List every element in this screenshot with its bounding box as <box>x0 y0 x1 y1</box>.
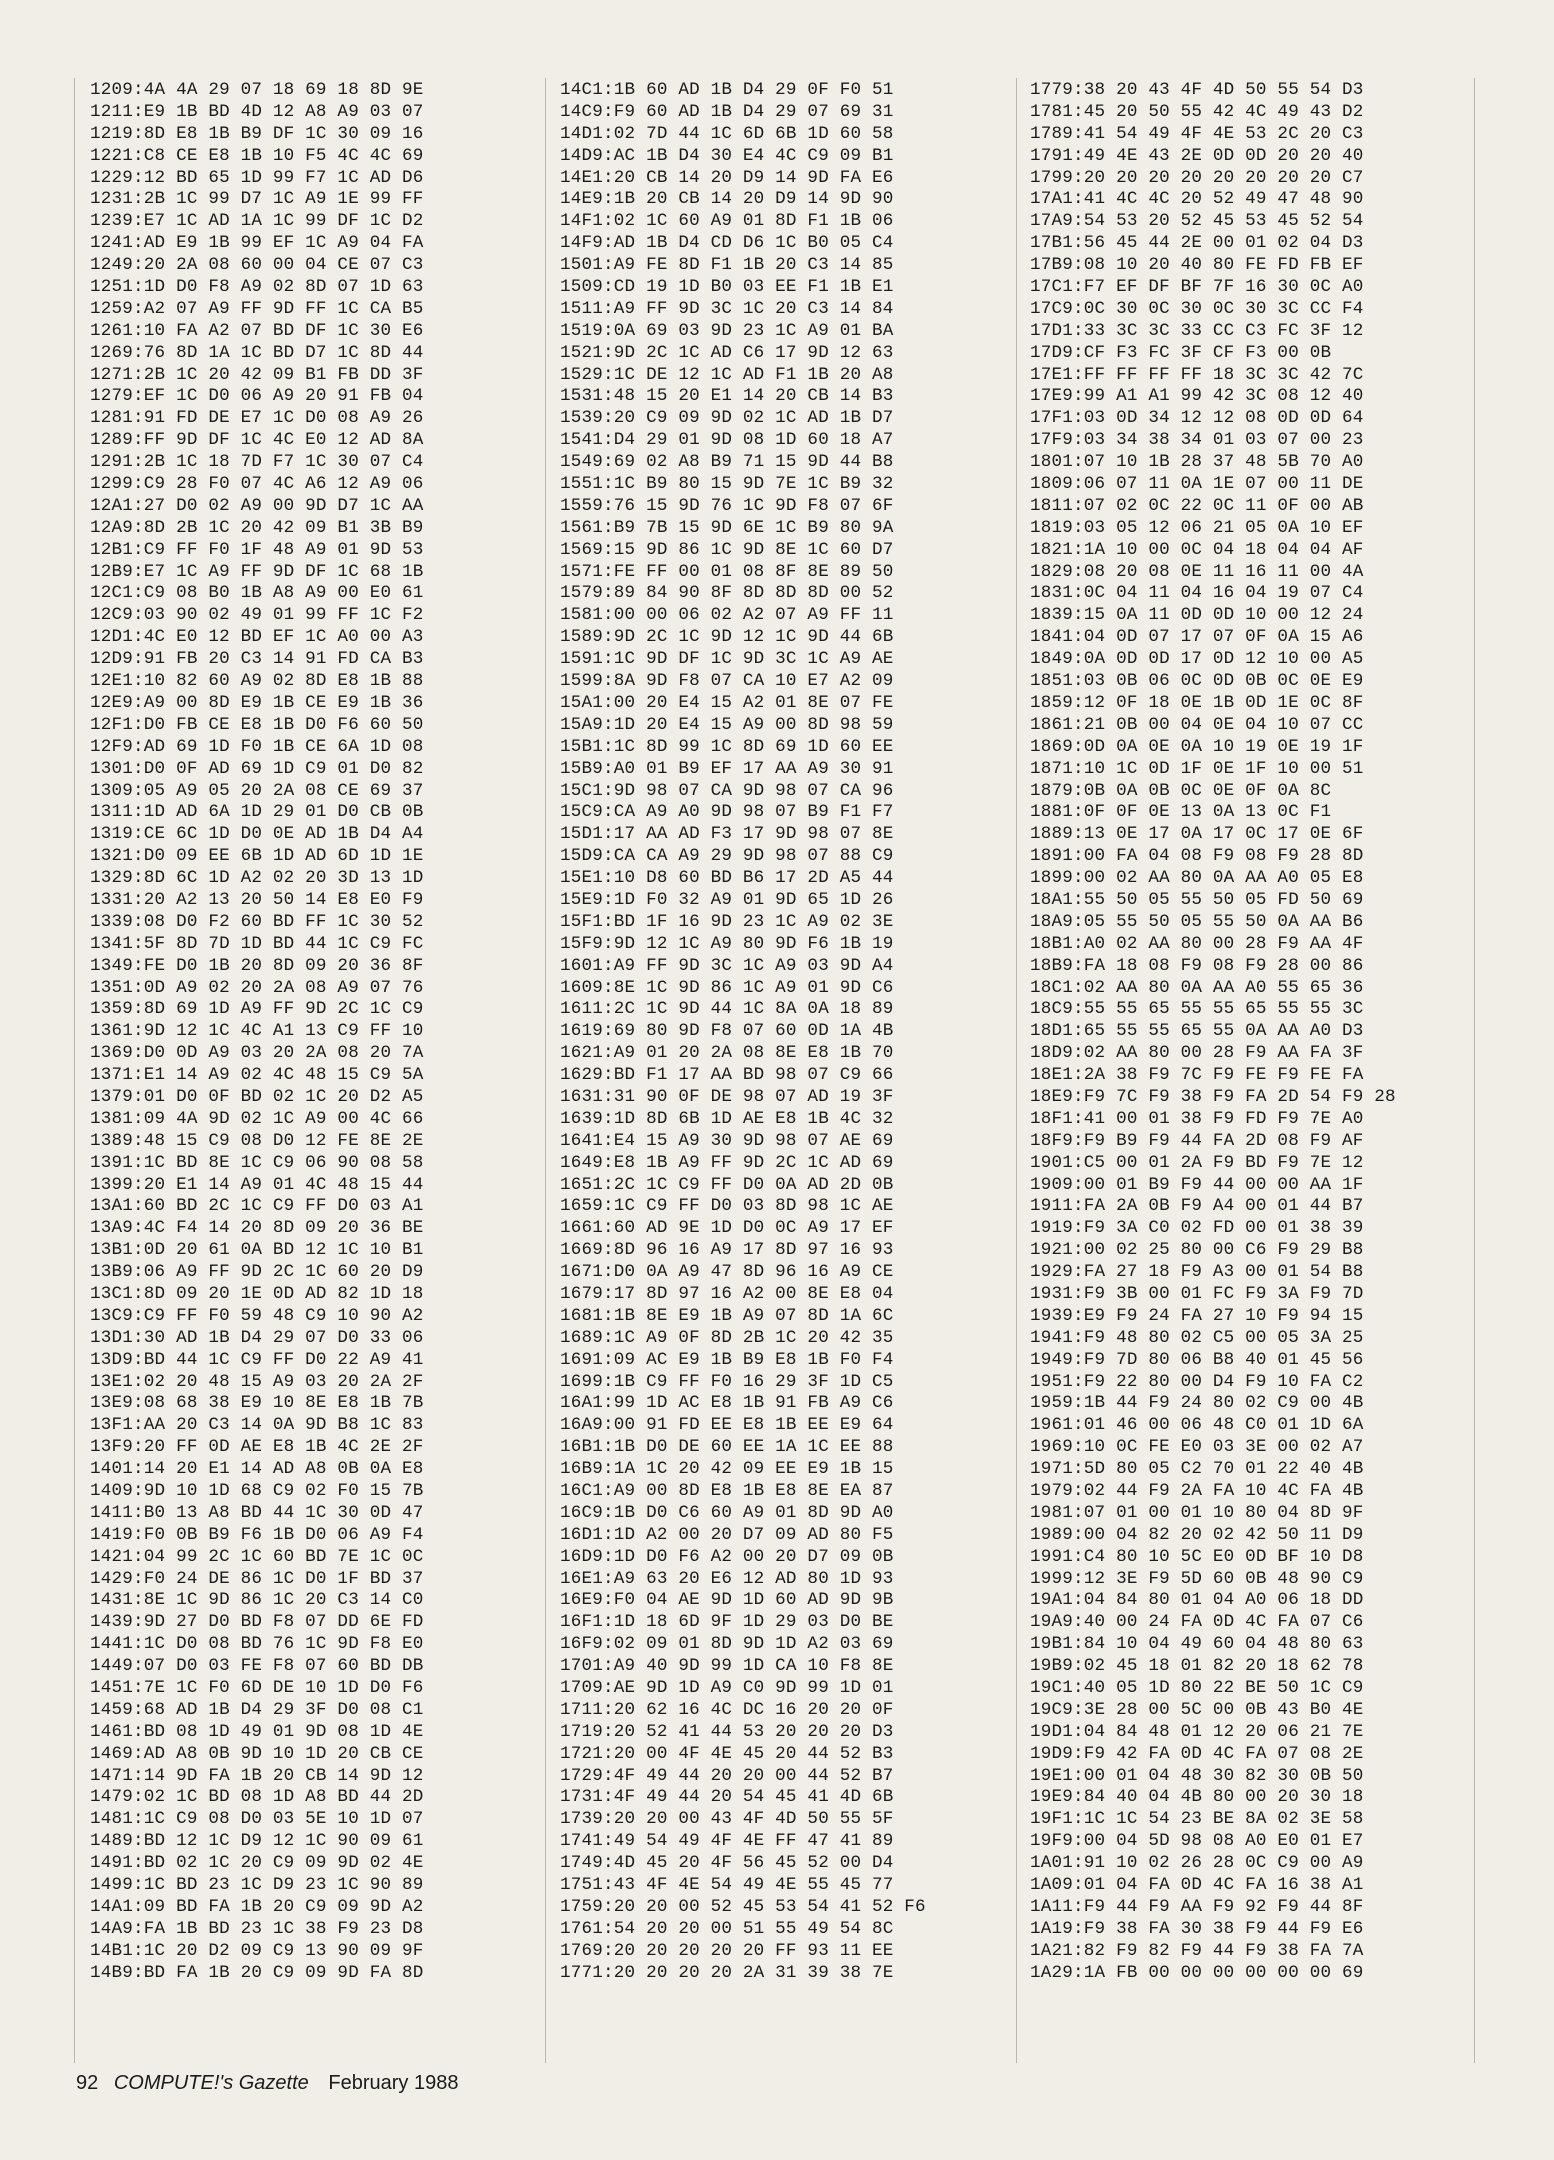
listing-line: 1551:1C B9 80 15 9D 7E 1C B9 32 <box>560 474 894 495</box>
listing-line: 1279:EF 1C D0 06 A9 20 91 FB 04 <box>90 386 424 407</box>
listing-line: 1621:A9 01 20 2A 08 8E E8 1B 70 <box>560 1043 894 1064</box>
listing-line: 17C1:F7 EF DF BF 7F 16 30 0C A0 <box>1030 277 1364 298</box>
listing-line: 1921:00 02 25 80 00 C6 F9 29 B8 <box>1030 1240 1364 1261</box>
listing-line: 1721:20 00 4F 4E 45 20 44 52 B3 <box>560 1743 894 1764</box>
listing-line: 1701:A9 40 9D 99 1D CA 10 F8 8E <box>560 1656 894 1677</box>
magazine-title: COMPUTE!'s Gazette <box>113 2072 309 2094</box>
listing-line: 1221:C8 CE E8 1B 10 F5 4C 4C 69 <box>90 145 424 166</box>
listing-line: 1981:07 01 00 01 10 80 04 8D 9F <box>1030 1502 1364 1523</box>
listing-line: 1999:12 3E F9 5D 60 0B 48 90 C9 <box>1030 1568 1364 1589</box>
listing-line: 16A1:99 1D AC E8 1B 91 FB A9 C6 <box>560 1393 894 1414</box>
listing-line: 1301:D0 0F AD 69 1D C9 01 D0 82 <box>90 758 424 779</box>
listing-line: 12C1:C9 08 B0 1B A8 A9 00 E0 61 <box>90 583 424 604</box>
listing-line: 1561:B9 7B 15 9D 6E 1C B9 80 9A <box>560 517 894 538</box>
listing-line: 1689:1C A9 0F 8D 2B 1C 20 42 35 <box>560 1327 894 1348</box>
listing-line: 1431:8E 1C 9D 86 1C 20 C3 14 C0 <box>90 1590 424 1611</box>
listing-line: 1441:1C D0 08 BD 76 1C 9D F8 E0 <box>90 1634 424 1655</box>
listing-line: 15D1:17 AA AD F3 17 9D 98 07 8E <box>560 824 894 845</box>
listing-line: 1629:BD F1 17 AA BD 98 07 C9 66 <box>560 1065 894 1086</box>
listing-line: 13D1:30 AD 1B D4 29 07 D0 33 06 <box>90 1327 424 1348</box>
listing-line: 13C1:8D 09 20 1E 0D AD 82 1D 18 <box>90 1283 424 1304</box>
listing-line: 1411:B0 13 A8 BD 44 1C 30 0D 47 <box>90 1502 424 1523</box>
listing-line: 17A9:54 53 20 52 45 53 45 52 54 <box>1030 211 1364 232</box>
listing-line: 16F1:1D 18 6D 9F 1D 29 03 D0 BE <box>560 1612 894 1633</box>
listing-line: 1321:D0 09 EE 6B 1D AD 6D 1D 1E <box>90 846 424 867</box>
listing-line: 1251:1D D0 F8 A9 02 8D 07 1D 63 <box>90 277 424 298</box>
listing-line: 14B9:BD FA 1B 20 C9 09 9D FA 8D <box>90 1962 424 1983</box>
listing-line: 16D9:1D D0 F6 A2 00 20 D7 09 0B <box>560 1546 894 1567</box>
listing-line: 18D9:02 AA 80 00 28 F9 AA FA 3F <box>1030 1043 1364 1064</box>
listing-line: 18B1:A0 02 AA 80 00 28 F9 AA 4F <box>1030 933 1364 954</box>
listing-line: 17E1:FF FF FF FF 18 3C 3C 42 7C <box>1030 364 1364 385</box>
listing-line: 1751:43 4F 4E 54 49 4E 55 45 77 <box>560 1875 894 1896</box>
listing-line: 15B9:A0 01 B9 EF 17 AA A9 30 91 <box>560 758 894 779</box>
listing-line: 1A09:01 04 FA 0D 4C FA 16 38 A1 <box>1030 1875 1364 1896</box>
listing-line: 13F9:20 FF 0D AE E8 1B 4C 2E 2F <box>90 1437 424 1458</box>
listing-line: 1371:E1 14 A9 02 4C 48 15 C9 5A <box>90 1065 424 1086</box>
listing-line: 17D1:33 3C 3C 33 CC C3 FC 3F 12 <box>1030 320 1364 341</box>
listing-line: 1359:8D 69 1D A9 FF 9D 2C 1C C9 <box>90 999 424 1020</box>
listing-line: 15C1:9D 98 07 CA 9D 98 07 CA 96 <box>560 780 894 801</box>
listing-line: 1879:0B 0A 0B 0C 0E 0F 0A 8C <box>1030 780 1332 801</box>
listing-line: 14A1:09 BD FA 1B 20 C9 09 9D A2 <box>90 1896 424 1917</box>
listing-line: 15A9:1D 20 E4 15 A9 00 8D 98 59 <box>560 714 894 735</box>
listing-line: 1211:E9 1B BD 4D 12 A8 A9 03 07 <box>90 101 424 122</box>
listing-line: 1841:04 0D 07 17 07 0F 0A 15 A6 <box>1030 627 1364 648</box>
listing-line: 13F1:AA 20 C3 14 0A 9D B8 1C 83 <box>90 1415 424 1436</box>
listing-line: 1289:FF 9D DF 1C 4C E0 12 AD 8A <box>90 430 424 451</box>
listing-line: 1681:1B 8E E9 1B A9 07 8D 1A 6C <box>560 1305 894 1326</box>
listing-line: 1429:F0 24 DE 86 1C D0 1F BD 37 <box>90 1568 424 1589</box>
listing-line: 1A19:F9 38 FA 30 38 F9 44 F9 E6 <box>1030 1918 1364 1939</box>
listing-line: 17B9:08 10 20 40 80 FE FD FB EF <box>1030 255 1364 276</box>
listing-line: 1A29:1A FB 00 00 00 00 00 00 69 <box>1030 1962 1364 1983</box>
listing-line: 1961:01 46 00 06 48 C0 01 1D 6A <box>1030 1415 1364 1436</box>
listing-column-3 <box>1030 80 1500 1984</box>
listing-line: 13D9:BD 44 1C C9 FF D0 22 A9 41 <box>90 1349 424 1370</box>
listing-line: 16E9:F0 04 AE 9D 1D 60 AD 9D 9B <box>560 1590 894 1611</box>
listing-line: 1869:0D 0A 0E 0A 10 19 0E 19 1F <box>1030 736 1364 757</box>
listing-line: 1989:00 04 82 20 02 42 50 11 D9 <box>1030 1524 1364 1545</box>
listing-line: 1219:8D E8 1B B9 DF 1C 30 09 16 <box>90 123 424 144</box>
listing-line: 15C9:CA A9 A0 9D 98 07 B9 F1 F7 <box>560 802 894 823</box>
listing-line: 18C1:02 AA 80 0A AA A0 55 65 36 <box>1030 977 1364 998</box>
listing-line: 1619:69 80 9D F8 07 60 0D 1A 4B <box>560 1021 894 1042</box>
listing-line: 14F1:02 1C 60 A9 01 8D F1 1B 06 <box>560 211 894 232</box>
listing-line: 1739:20 20 00 43 4F 4D 50 55 5F <box>560 1809 894 1830</box>
listing-line: 13B1:0D 20 61 0A BD 12 1C 10 B1 <box>90 1240 424 1261</box>
listing-line: 1819:03 05 12 06 21 05 0A 10 EF <box>1030 517 1364 538</box>
listing-line: 1759:20 20 00 52 45 53 54 41 52 F6 <box>560 1896 926 1917</box>
listing-line: 1799:20 20 20 20 20 20 20 20 C7 <box>1030 167 1364 188</box>
listing-line: 1889:13 0E 17 0A 17 0C 17 0E 6F <box>1030 824 1364 845</box>
listing-line: 1501:A9 FE 8D F1 1B 20 C3 14 85 <box>560 255 894 276</box>
listing-line: 1539:20 C9 09 9D 02 1C AD 1B D7 <box>560 408 894 429</box>
listing-line: 1671:D0 0A A9 47 8D 96 16 A9 CE <box>560 1262 894 1283</box>
listing-line: 17F9:03 34 38 34 01 03 07 00 23 <box>1030 430 1364 451</box>
listing-line: 1349:FE D0 1B 20 8D 09 20 36 8F <box>90 955 424 976</box>
listing-line: 19D1:04 84 48 01 12 20 06 21 7E <box>1030 1721 1364 1742</box>
listing-line: 1971:5D 80 05 C2 70 01 22 40 4B <box>1030 1459 1364 1480</box>
listing-line: 1849:0A 0D 0D 17 0D 12 10 00 A5 <box>1030 649 1364 670</box>
listing-line: 1421:04 99 2C 1C 60 BD 7E 1C 0C <box>90 1546 424 1567</box>
listing-line: 19D9:F9 42 FA 0D 4C FA 07 08 2E <box>1030 1743 1364 1764</box>
listing-line: 1491:BD 02 1C 20 C9 09 9D 02 4E <box>90 1853 424 1874</box>
listing-line: 1311:1D AD 6A 1D 29 01 D0 CB 0B <box>90 802 424 823</box>
listing-line: 1A21:82 F9 82 F9 44 F9 38 FA 7A <box>1030 1940 1364 1961</box>
listing-line: 1259:A2 07 A9 FF 9D FF 1C CA B5 <box>90 298 424 319</box>
listing-line: 1729:4F 49 44 20 20 00 44 52 B7 <box>560 1765 894 1786</box>
listing-line: 1291:2B 1C 18 7D F7 1C 30 07 C4 <box>90 452 424 473</box>
listing-column-1 <box>90 80 560 1984</box>
listing-line: 1911:FA 2A 0B F9 A4 00 01 44 B7 <box>1030 1196 1364 1217</box>
listing-line: 1379:01 D0 0F BD 02 1C 20 D2 A5 <box>90 1086 424 1107</box>
listing-column-2 <box>560 80 1030 1984</box>
listing-line: 12A9:8D 2B 1C 20 42 09 B1 3B B9 <box>90 517 424 538</box>
listing-line: 1319:CE 6C 1D D0 0E AD 1B D4 A4 <box>90 824 424 845</box>
listing-line: 17E9:99 A1 A1 99 42 3C 08 12 40 <box>1030 386 1364 407</box>
listing-line: 1439:9D 27 D0 BD F8 07 DD 6E FD <box>90 1612 424 1633</box>
listing-line: 1239:E7 1C AD 1A 1C 99 DF 1C D2 <box>90 211 424 232</box>
listing-line: 1631:31 90 0F DE 98 07 AD 19 3F <box>560 1086 894 1107</box>
listing-line: 1589:9D 2C 1C 9D 12 1C 9D 44 6B <box>560 627 894 648</box>
listing-line: 1771:20 20 20 20 2A 31 39 38 7E <box>560 1962 894 1983</box>
listing-line: 1691:09 AC E9 1B B9 E8 1B F0 F4 <box>560 1349 894 1370</box>
listing-line: 1719:20 52 41 44 53 20 20 20 D3 <box>560 1721 894 1742</box>
listing-line: 1609:8E 1C 9D 86 1C A9 01 9D C6 <box>560 977 894 998</box>
listing-line: 1409:9D 10 1D 68 C9 02 F0 15 7B <box>90 1481 424 1501</box>
listing-line: 15F1:BD 1F 16 9D 23 1C A9 02 3E <box>560 911 894 932</box>
listing-line: 1389:48 15 C9 08 D0 12 FE 8E 2E <box>90 1130 424 1151</box>
listing-line: 1871:10 1C 0D 1F 0E 1F 10 00 51 <box>1030 758 1364 779</box>
listing-line: 1399:20 E1 14 A9 01 4C 48 15 44 <box>90 1174 424 1195</box>
listing-line: 12B1:C9 FF F0 1F 48 A9 01 9D 53 <box>90 539 424 560</box>
listing-line: 13A9:4C F4 14 20 8D 09 20 36 BE <box>90 1218 424 1239</box>
listing-line: 18E1:2A 38 F9 7C F9 FE F9 FE FA <box>1030 1065 1364 1086</box>
listing-line: 1731:4F 49 44 20 54 45 41 4D 6B <box>560 1787 894 1808</box>
listing-line: 1899:00 02 AA 80 0A AA A0 05 E8 <box>1030 868 1364 889</box>
listing-line: 18F1:41 00 01 38 F9 FD F9 7E A0 <box>1030 1108 1364 1129</box>
listing-line: 19A1:04 84 80 01 04 A0 06 18 DD <box>1030 1590 1364 1611</box>
listing-line: 14F9:AD 1B D4 CD D6 1C B0 05 C4 <box>560 233 894 254</box>
listing-line: 18A9:05 55 50 05 55 50 0A AA B6 <box>1030 911 1364 932</box>
listing-line: 17C9:0C 30 0C 30 0C 30 3C CC F4 <box>1030 298 1364 319</box>
listing-line: 1261:10 FA A2 07 BD DF 1C 30 E6 <box>90 320 424 341</box>
issue-date: February 1988 <box>328 2072 459 2094</box>
listing-line: 1339:08 D0 F2 60 BD FF 1C 30 52 <box>90 911 424 932</box>
listing-line: 1369:D0 0D A9 03 20 2A 08 20 7A <box>90 1043 424 1064</box>
listing-line: 1401:14 20 E1 14 AD A8 0B 0A E8 <box>90 1459 424 1480</box>
listing-line: 19B1:84 10 04 49 60 04 48 80 63 <box>1030 1634 1364 1655</box>
listing-line: 1939:E9 F9 24 FA 27 10 F9 94 15 <box>1030 1305 1364 1326</box>
listing-line: 15A1:00 20 E4 15 A2 01 8E 07 FE <box>560 692 894 713</box>
listing-line: 1469:AD A8 0B 9D 10 1D 20 CB CE <box>90 1743 424 1764</box>
listing-line: 1511:A9 FF 9D 3C 1C 20 C3 14 84 <box>560 298 894 319</box>
listing-line: 16B9:1A 1C 20 42 09 EE E9 1B 15 <box>560 1459 894 1480</box>
listing-line: 1531:48 15 20 E1 14 20 CB 14 B3 <box>560 386 894 407</box>
listing-line: 1831:0C 04 11 04 16 04 19 07 C4 <box>1030 583 1364 604</box>
listing-line: 1809:06 07 11 0A 1E 07 00 11 DE <box>1030 474 1364 495</box>
listing-line: 1299:C9 28 F0 07 4C A6 12 A9 06 <box>90 474 424 495</box>
listing-line: 1499:1C BD 23 1C D9 23 1C 90 89 <box>90 1875 424 1896</box>
listing-line: 1891:00 FA 04 08 F9 08 F9 28 8D <box>1030 846 1364 867</box>
listing-line: 1489:BD 12 1C D9 12 1C 90 09 61 <box>90 1831 424 1852</box>
listing-line: 1919:F9 3A C0 02 FD 00 01 38 39 <box>1030 1218 1364 1239</box>
listing-line: 12E9:A9 00 8D E9 1B CE E9 1B 36 <box>90 692 424 713</box>
listing-line: 15E1:10 D8 60 BD B6 17 2D A5 44 <box>560 868 894 889</box>
listing-line: 1309:05 A9 05 20 2A 08 CE 69 37 <box>90 780 424 801</box>
listing-line: 18B9:FA 18 08 F9 08 F9 28 00 86 <box>1030 955 1364 976</box>
listing-line: 1639:1D 8D 6B 1D AE E8 1B 4C 32 <box>560 1108 894 1129</box>
listing-line: 1611:2C 1C 9D 44 1C 8A 0A 18 89 <box>560 999 894 1020</box>
listing-line: 14E9:1B 20 CB 14 20 D9 14 9D 90 <box>560 189 894 210</box>
listing-line: 13B9:06 A9 FF 9D 2C 1C 60 20 D9 <box>90 1262 424 1283</box>
listing-line: 1929:FA 27 18 F9 A3 00 01 54 B8 <box>1030 1262 1364 1283</box>
listing-line: 13E1:02 20 48 15 A9 03 20 2A 2F <box>90 1371 424 1392</box>
listing-line: 1949:F9 7D 80 06 B8 40 01 45 56 <box>1030 1349 1364 1370</box>
listing-line: 13A1:60 BD 2C 1C C9 FF D0 03 A1 <box>90 1196 424 1217</box>
listing-line: 1839:15 0A 11 0D 0D 10 00 12 24 <box>1030 605 1364 626</box>
listing-line: 1329:8D 6C 1D A2 02 20 3D 13 1D <box>90 868 424 889</box>
listing-line: 1801:07 10 1B 28 37 48 5B 70 A0 <box>1030 452 1364 473</box>
listing-line: 1829:08 20 08 0E 11 16 11 00 4A <box>1030 561 1364 582</box>
listing-line: 12A1:27 D0 02 A9 00 9D D7 1C AA <box>90 495 424 516</box>
listing-line: 12E1:10 82 60 A9 02 8D E8 1B 88 <box>90 671 424 692</box>
listing-line: 15B1:1C 8D 99 1C 8D 69 1D 60 EE <box>560 736 894 757</box>
listing-line: 1991:C4 80 10 5C E0 0D BF 10 D8 <box>1030 1546 1364 1567</box>
listing-line: 16C9:1B D0 C6 60 A9 01 8D 9D A0 <box>560 1502 894 1523</box>
listing-line: 12D9:91 FB 20 C3 14 91 FD CA B3 <box>90 649 424 670</box>
listing-line: 1861:21 0B 00 04 0E 04 10 07 CC <box>1030 714 1364 735</box>
listing-line: 16E1:A9 63 20 E6 12 AD 80 1D 93 <box>560 1568 894 1589</box>
listing-line: 1271:2B 1C 20 42 09 B1 FB DD 3F <box>90 364 424 385</box>
listing-line: 12C9:03 90 02 49 01 99 FF 1C F2 <box>90 605 424 626</box>
listing-line: 19E9:84 40 04 4B 80 00 20 30 18 <box>1030 1787 1364 1808</box>
listing-line: 1781:45 20 50 55 42 4C 49 43 D2 <box>1030 101 1364 122</box>
listing-line: 1709:AE 9D 1D A9 C0 9D 99 1D 01 <box>560 1678 894 1699</box>
listing-line: 1679:17 8D 97 16 A2 00 8E E8 04 <box>560 1283 894 1304</box>
listing-line: 1471:14 9D FA 1B 20 CB 14 9D 12 <box>90 1765 424 1786</box>
listing-line: 14A9:FA 1B BD 23 1C 38 F9 23 D8 <box>90 1918 424 1939</box>
listing-line: 1209:4A 4A 29 07 18 69 18 8D 9E <box>90 80 424 100</box>
listing-line: 1909:00 01 B9 F9 44 00 00 AA 1F <box>1030 1174 1364 1195</box>
listing-line: 1361:9D 12 1C 4C A1 13 C9 FF 10 <box>90 1021 424 1042</box>
listing-line: 19C9:3E 28 00 5C 00 0B 43 B0 4E <box>1030 1699 1364 1720</box>
listing-line: 1231:2B 1C 99 D7 1C A9 1E 99 FF <box>90 189 424 210</box>
listing-line: 1331:20 A2 13 20 50 14 E8 E0 F9 <box>90 889 424 910</box>
listing-line: 12F1:D0 FB CE E8 1B D0 F6 60 50 <box>90 714 424 735</box>
listing-line: 1A11:F9 44 F9 AA F9 92 F9 44 8F <box>1030 1896 1364 1917</box>
listing-line: 13C9:C9 FF F0 59 48 C9 10 90 A2 <box>90 1305 424 1326</box>
listing-line: 1581:00 00 06 02 A2 07 A9 FF 11 <box>560 605 894 626</box>
listing-line: 1479:02 1C BD 08 1D A8 BD 44 2D <box>90 1787 424 1808</box>
listing-line: 1811:07 02 0C 22 0C 11 0F 00 AB <box>1030 495 1364 516</box>
listing-line: 1461:BD 08 1D 49 01 9D 08 1D 4E <box>90 1721 424 1742</box>
listing-line: 16B1:1B D0 DE 60 EE 1A 1C EE 88 <box>560 1437 894 1458</box>
listing-line: 1391:1C BD 8E 1C C9 06 90 08 58 <box>90 1152 424 1173</box>
listing-line: 14B1:1C 20 D2 09 C9 13 90 09 9F <box>90 1940 424 1961</box>
listing-line: 15F9:9D 12 1C A9 80 9D F6 1B 19 <box>560 933 894 954</box>
listing-line: 14E1:20 CB 14 20 D9 14 9D FA E6 <box>560 167 894 188</box>
listing-line: 19C1:40 05 1D 80 22 BE 50 1C C9 <box>1030 1678 1364 1699</box>
listing-line: 18F9:F9 B9 F9 44 FA 2D 08 F9 AF <box>1030 1130 1364 1151</box>
listing-line: 1269:76 8D 1A 1C BD D7 1C 8D 44 <box>90 342 424 363</box>
listing-line: 1769:20 20 20 20 20 FF 93 11 EE <box>560 1940 894 1961</box>
listing-line: 1451:7E 1C F0 6D DE 10 1D D0 F6 <box>90 1678 424 1699</box>
listing-line: 1381:09 4A 9D 02 1C A9 00 4C 66 <box>90 1108 424 1129</box>
listing-line: 18A1:55 50 05 55 50 05 FD 50 69 <box>1030 889 1364 910</box>
listing-line: 1851:03 0B 06 0C 0D 0B 0C 0E E9 <box>1030 671 1364 692</box>
listing-line: 1789:41 54 49 4F 4E 53 2C 20 C3 <box>1030 123 1364 144</box>
listing-line: 16F9:02 09 01 8D 9D 1D A2 03 69 <box>560 1634 894 1655</box>
listing-line: 1549:69 02 A8 B9 71 15 9D 44 B8 <box>560 452 894 473</box>
listing-line: 19B9:02 45 18 01 82 20 18 62 78 <box>1030 1656 1364 1677</box>
listing-line: 1659:1C C9 FF D0 03 8D 98 1C AE <box>560 1196 894 1217</box>
listing-line: 1351:0D A9 02 20 2A 08 A9 07 76 <box>90 977 424 998</box>
listing-line: 1979:02 44 F9 2A FA 10 4C FA 4B <box>1030 1481 1364 1501</box>
listing-line: 1559:76 15 9D 76 1C 9D F8 07 6F <box>560 495 894 516</box>
listing-line: 1541:D4 29 01 9D 08 1D 60 18 A7 <box>560 430 894 451</box>
listing-line: 1821:1A 10 00 0C 04 18 04 04 AF <box>1030 539 1364 560</box>
listing-line: 16D1:1D A2 00 20 D7 09 AD 80 F5 <box>560 1524 894 1545</box>
listing-line: 18D1:65 55 55 65 55 0A AA A0 D3 <box>1030 1021 1364 1042</box>
listing-line: 17B1:56 45 44 2E 00 01 02 04 D3 <box>1030 233 1364 254</box>
listing-line: 1941:F9 48 80 02 C5 00 05 3A 25 <box>1030 1327 1364 1348</box>
listing-line: 1761:54 20 20 00 51 55 49 54 8C <box>560 1918 894 1939</box>
page-number: 92 <box>76 2072 99 2094</box>
listing-line: 1341:5F 8D 7D 1D BD 44 1C C9 FC <box>90 933 424 954</box>
listing-line: 1519:0A 69 03 9D 23 1C A9 01 BA <box>560 320 894 341</box>
listing-line: 1661:60 AD 9E 1D D0 0C A9 17 EF <box>560 1218 894 1239</box>
listing-line: 12B9:E7 1C A9 FF 9D DF 1C 68 1B <box>90 561 424 582</box>
listing-line: 1649:E8 1B A9 FF 9D 2C 1C AD 69 <box>560 1152 894 1173</box>
listing-line: 1249:20 2A 08 60 00 04 CE 07 C3 <box>90 255 424 276</box>
listing-line: 15E9:1D F0 32 A9 01 9D 65 1D 26 <box>560 889 894 910</box>
listing-line: 1601:A9 FF 9D 3C 1C A9 03 9D A4 <box>560 955 894 976</box>
listing-line: 1651:2C 1C C9 FF D0 0A AD 2D 0B <box>560 1174 894 1195</box>
listing-line: 14C1:1B 60 AD 1B D4 29 0F F0 51 <box>560 80 894 100</box>
listing-line: 1521:9D 2C 1C AD C6 17 9D 12 63 <box>560 342 894 363</box>
listing-line: 17D9:CF F3 FC 3F CF F3 00 0B <box>1030 342 1332 363</box>
listing-line: 1749:4D 45 20 4F 56 45 52 00 D4 <box>560 1853 894 1874</box>
listing-line: 1931:F9 3B 00 01 FC F9 3A F9 7D <box>1030 1283 1364 1304</box>
listing-line: 1599:8A 9D F8 07 CA 10 E7 A2 09 <box>560 671 894 692</box>
listing-line: 13E9:08 68 38 E9 10 8E E8 1B 7B <box>90 1393 424 1414</box>
listing-line: 1959:1B 44 F9 24 80 02 C9 00 4B <box>1030 1393 1364 1414</box>
page-footer <box>76 2072 458 2095</box>
listing-line: 17A1:41 4C 4C 20 52 49 47 48 90 <box>1030 189 1364 210</box>
listing-line: 19E1:00 01 04 48 30 82 30 0B 50 <box>1030 1765 1364 1786</box>
listing-line: 14C9:F9 60 AD 1B D4 29 07 69 31 <box>560 101 894 122</box>
listing-line: 12F9:AD 69 1D F0 1B CE 6A 1D 08 <box>90 736 424 757</box>
listing-line: 1571:FE FF 00 01 08 8F 8E 89 50 <box>560 561 894 582</box>
listing-line: 14D9:AC 1B D4 30 E4 4C C9 09 B1 <box>560 145 894 166</box>
listing-line: 1449:07 D0 03 FE F8 07 60 BD DB <box>90 1656 424 1677</box>
column-rule-left <box>74 78 75 2063</box>
listing-line: 19F9:00 04 5D 98 08 A0 E0 01 E7 <box>1030 1831 1364 1852</box>
listing-line: 1859:12 0F 18 0E 1B 0D 1E 0C 8F <box>1030 692 1364 713</box>
listing-line: 16C1:A9 00 8D E8 1B E8 8E EA 87 <box>560 1481 894 1501</box>
listing-line: 1459:68 AD 1B D4 29 3F D0 08 C1 <box>90 1699 424 1720</box>
listing-line: 19A9:40 00 24 FA 0D 4C FA 07 C6 <box>1030 1612 1364 1633</box>
listing-line: 1699:1B C9 FF F0 16 29 3F 1D C5 <box>560 1371 894 1392</box>
listing-line: 16A9:00 91 FD EE E8 1B EE E9 64 <box>560 1415 894 1436</box>
listing-line: 1241:AD E9 1B 99 EF 1C A9 04 FA <box>90 233 424 254</box>
listing-line: 1881:0F 0F 0E 13 0A 13 0C F1 <box>1030 802 1332 823</box>
listing-line: 1901:C5 00 01 2A F9 BD F9 7E 12 <box>1030 1152 1364 1173</box>
listing-line: 1969:10 0C FE E0 03 3E 00 02 A7 <box>1030 1437 1364 1458</box>
listing-line: 1419:F0 0B B9 F6 1B D0 06 A9 F4 <box>90 1524 424 1545</box>
listing-line: 14D1:02 7D 44 1C 6D 6B 1D 60 58 <box>560 123 894 144</box>
listing-line: 18E9:F9 7C F9 38 F9 FA 2D 54 F9 28 <box>1030 1086 1396 1107</box>
listing-line: 1569:15 9D 86 1C 9D 8E 1C 60 D7 <box>560 539 894 560</box>
listing-line: 1529:1C DE 12 1C AD F1 1B 20 A8 <box>560 364 894 385</box>
listing-line: 1281:91 FD DE E7 1C D0 08 A9 26 <box>90 408 424 429</box>
listing-line: 1711:20 62 16 4C DC 16 20 20 0F <box>560 1699 894 1720</box>
listing-line: 1741:49 54 49 4F 4E FF 47 41 89 <box>560 1831 894 1852</box>
listing-line: 17F1:03 0D 34 12 12 08 0D 0D 64 <box>1030 408 1364 429</box>
listing-line: 1579:89 84 90 8F 8D 8D 8D 00 52 <box>560 583 894 604</box>
listing-line: 1791:49 4E 43 2E 0D 0D 20 20 40 <box>1030 145 1364 166</box>
listing-line: 15D9:CA CA A9 29 9D 98 07 88 C9 <box>560 846 894 867</box>
listing-line: 18C9:55 55 65 55 55 65 55 55 3C <box>1030 999 1364 1020</box>
listing-line: 1509:CD 19 1D B0 03 EE F1 1B E1 <box>560 277 894 298</box>
listing-line: 1641:E4 15 A9 30 9D 98 07 AE 69 <box>560 1130 894 1151</box>
listing-line: 19F1:1C 1C 54 23 BE 8A 02 3E 58 <box>1030 1809 1364 1830</box>
listing-line: 1669:8D 96 16 A9 17 8D 97 16 93 <box>560 1240 894 1261</box>
listing-line: 12D1:4C E0 12 BD EF 1C A0 00 A3 <box>90 627 424 648</box>
listing-line: 1779:38 20 43 4F 4D 50 55 54 D3 <box>1030 80 1364 100</box>
listing-line: 1481:1C C9 08 D0 03 5E 10 1D 07 <box>90 1809 424 1830</box>
listing-line: 1229:12 BD 65 1D 99 F7 1C AD D6 <box>90 167 424 188</box>
listing-line: 1591:1C 9D DF 1C 9D 3C 1C A9 AE <box>560 649 894 670</box>
listing-line: 1951:F9 22 80 00 D4 F9 10 FA C2 <box>1030 1371 1364 1392</box>
listing-line: 1A01:91 10 02 26 28 0C C9 00 A9 <box>1030 1853 1364 1874</box>
